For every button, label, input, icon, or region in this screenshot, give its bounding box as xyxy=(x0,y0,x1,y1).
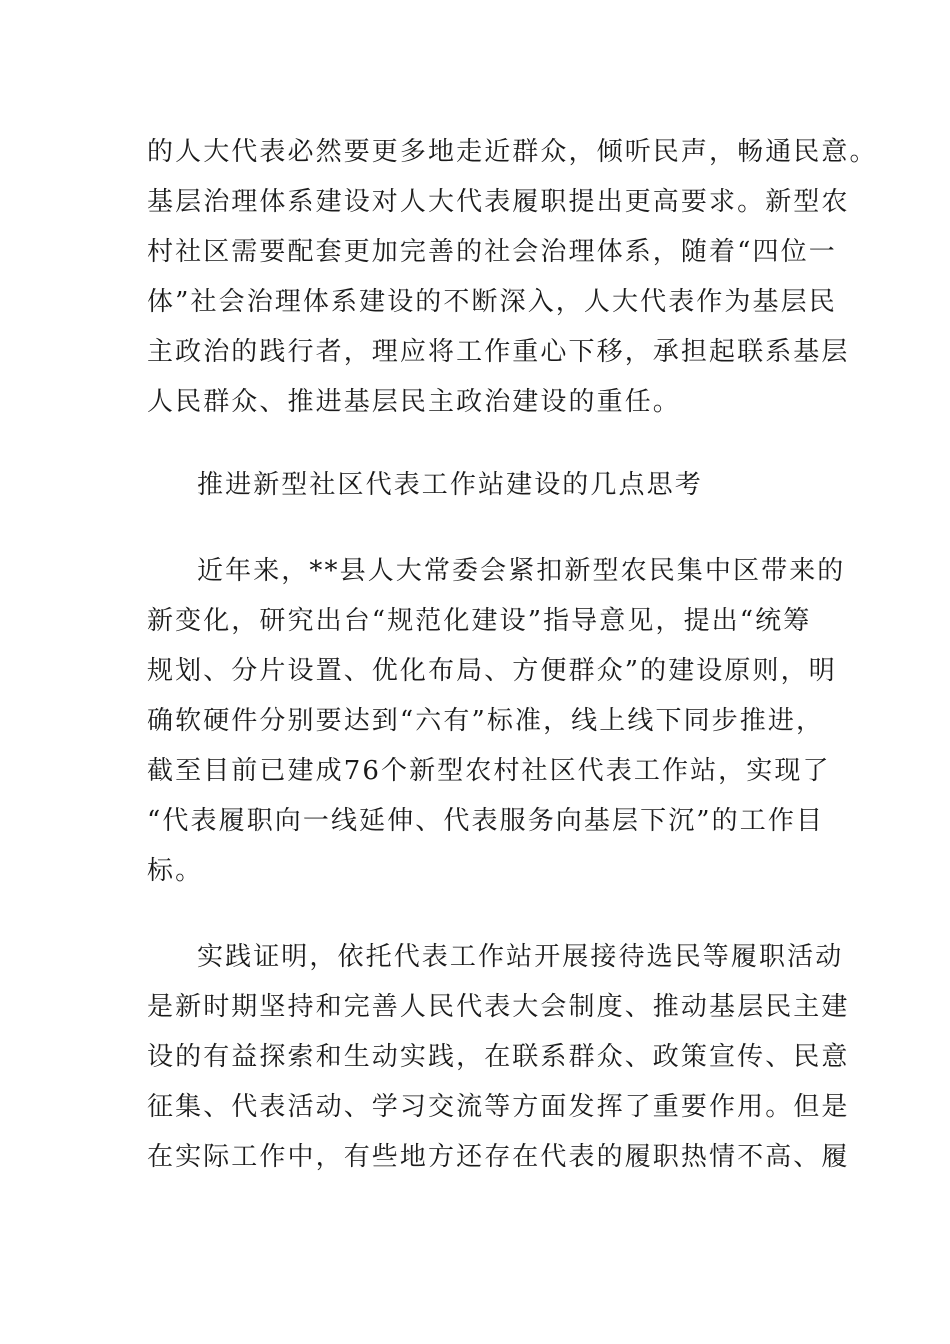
paragraph-line: 确软硬件分别要达到“六有”标准，线上线下同步推进， xyxy=(147,706,825,736)
paragraph-line: 规划、分片设置、优化布局、方便群众”的建设原则，明 xyxy=(147,656,837,686)
paragraph-line: 标。 xyxy=(147,856,204,886)
paragraph-line: 近年来，**县人大常委会紧扣新型农民集中区带来的 xyxy=(197,556,846,586)
paragraph-line: 是新时期坚持和完善人民代表大会制度、推动基层民主建 xyxy=(147,992,850,1022)
paragraph-line: 设的有益探索和生动实践，在联系群众、政策宣传、民意 xyxy=(147,1042,850,1072)
paragraph-line: 的人大代表必然要更多地走近群众，倾听民声，畅通民意。 xyxy=(147,137,878,167)
paragraph-line: 基层治理体系建设对人大代表履职提出更高要求。新型农 xyxy=(147,187,850,217)
paragraph-line: 征集、代表活动、学习交流等方面发挥了重要作用。但是 xyxy=(147,1092,850,1122)
paragraph-line: 村社区需要配套更加完善的社会治理体系，随着“四位一 xyxy=(147,237,837,267)
section-heading: 推进新型社区代表工作站建设的几点思考 xyxy=(197,470,703,500)
paragraph-line: “代表履职向一线延伸、代表服务向基层下沉”的工作目 xyxy=(147,806,825,836)
paragraph-line: 在实际工作中，有些地方还存在代表的履职热情不高、履 xyxy=(147,1142,850,1172)
paragraph-line: 实践证明，依托代表工作站开展接待选民等履职活动 xyxy=(197,942,844,972)
paragraph-line: 新变化，研究出台“规范化建设”指导意见，提出“统筹 xyxy=(147,606,812,636)
paragraph-line: 主政治的践行者，理应将工作重心下移，承担起联系基层 xyxy=(147,337,850,367)
paragraph-line: 截至目前已建成76个新型农村社区代表工作站，实现了 xyxy=(147,756,831,786)
paragraph-line: 人民群众、推进基层民主政治建设的重任。 xyxy=(147,387,681,417)
paragraph-line: 体”社会治理体系建设的不断深入，人大代表作为基层民 xyxy=(147,287,837,317)
